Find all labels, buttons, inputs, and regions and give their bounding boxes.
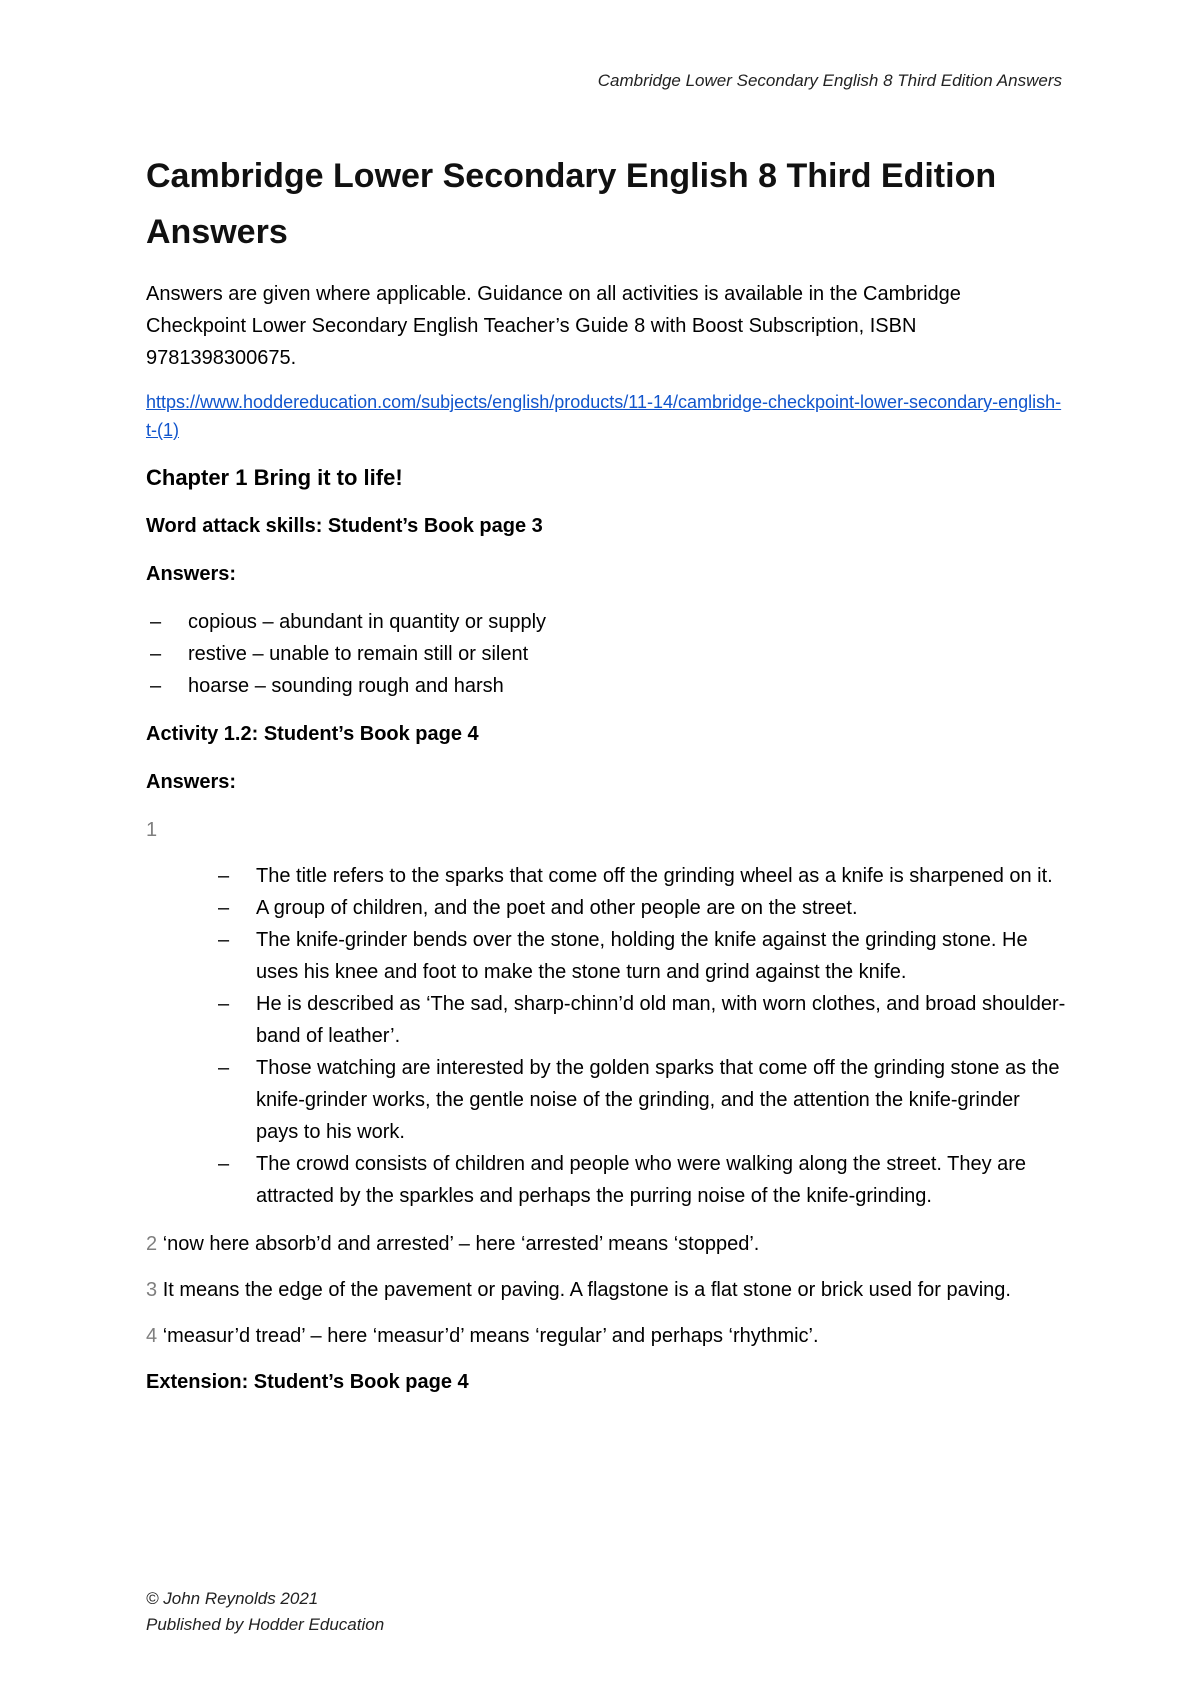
answers-label: Answers: xyxy=(146,771,237,793)
teachers-guide-link[interactable]: https://www.hoddereducation.com/subjects/english/products/11-14/cambridge-checkpoint-lower-secondary-english-t-(1) xyxy=(146,392,1062,440)
list-item: – The crowd consists of children and people who were walking along the street. They are attracted by the sparkles and perhaps the purring noise of the knife-grinding. xyxy=(256,1148,1066,1212)
list-item: – He is described as ‘The sad, sharp-chinn’d old man, with worn clothes, and broad shoulder-band of leather’. xyxy=(256,988,1066,1052)
word-attack-list xyxy=(146,606,1066,702)
question-2-answer xyxy=(146,1228,1066,1260)
page-body xyxy=(146,148,1066,1414)
question-3-answer xyxy=(146,1274,1066,1306)
question-1-number xyxy=(146,814,1066,846)
running-header: Cambridge Lower Secondary English 8 Third Edition Answers xyxy=(597,71,1062,90)
section-heading-extension: Extension: Student’s Book page 4 xyxy=(146,1371,469,1393)
answer-text: ‘measur’d tread’ – here ‘measur’d’ means ‘regular’ and perhaps ‘rhythmic’. xyxy=(162,1325,819,1347)
question-4-answer xyxy=(146,1320,1066,1352)
copyright-line: © John Reynolds 2021 xyxy=(146,1589,319,1608)
intro-paragraph: Answers are given where applicable. Guidance on all activities is available in the Cambridge Checkpoint Lower Secondary English Teacher’s Guide 8 with Boost Subscription, ISBN 9781398300675. xyxy=(146,283,961,369)
question-number: 2 xyxy=(146,1233,158,1255)
question-number: 4 xyxy=(146,1325,158,1347)
list-item: – A group of children, and the poet and other people are on the street. xyxy=(256,892,1066,924)
question-number: 3 xyxy=(146,1279,158,1301)
list-item: – The knife-grinder bends over the stone, holding the knife against the grinding stone. He uses his knee and foot to make the stone turn and grind against the knife. xyxy=(256,924,1066,988)
page-footer xyxy=(146,1586,384,1638)
question-1-answers xyxy=(146,860,1066,1212)
list-item: – hoarse – sounding rough and harsh xyxy=(188,670,1066,702)
list-item: – copious – abundant in quantity or supply xyxy=(188,606,1066,638)
publisher-line: Published by Hodder Education xyxy=(146,1615,385,1634)
list-item: – The title refers to the sparks that come off the grinding wheel as a knife is sharpened on it. xyxy=(256,860,1066,892)
answer-text: ‘now here absorb’d and arrested’ – here ‘arrested’ means ‘stopped’. xyxy=(162,1233,760,1255)
document-title: Cambridge Lower Secondary English 8 Third Edition Answers xyxy=(146,157,997,251)
section-heading-word-attack: Word attack skills: Student’s Book page 3 xyxy=(146,515,543,537)
list-item: – Those watching are interested by the golden sparks that come off the grinding stone as the knife-grinder works, the gentle noise of the grinding, and the attention the knife-grinder pays to his work. xyxy=(256,1052,1066,1148)
list-item: – restive – unable to remain still or silent xyxy=(188,638,1066,670)
question-number: 1 xyxy=(146,819,158,841)
section-heading-activity: Activity 1.2: Student’s Book page 4 xyxy=(146,723,479,745)
chapter-heading: Chapter 1 Bring it to life! xyxy=(146,465,403,490)
answers-label: Answers: xyxy=(146,563,237,585)
answer-text: It means the edge of the pavement or paving. A flagstone is a flat stone or brick used for paving. xyxy=(162,1279,1011,1301)
